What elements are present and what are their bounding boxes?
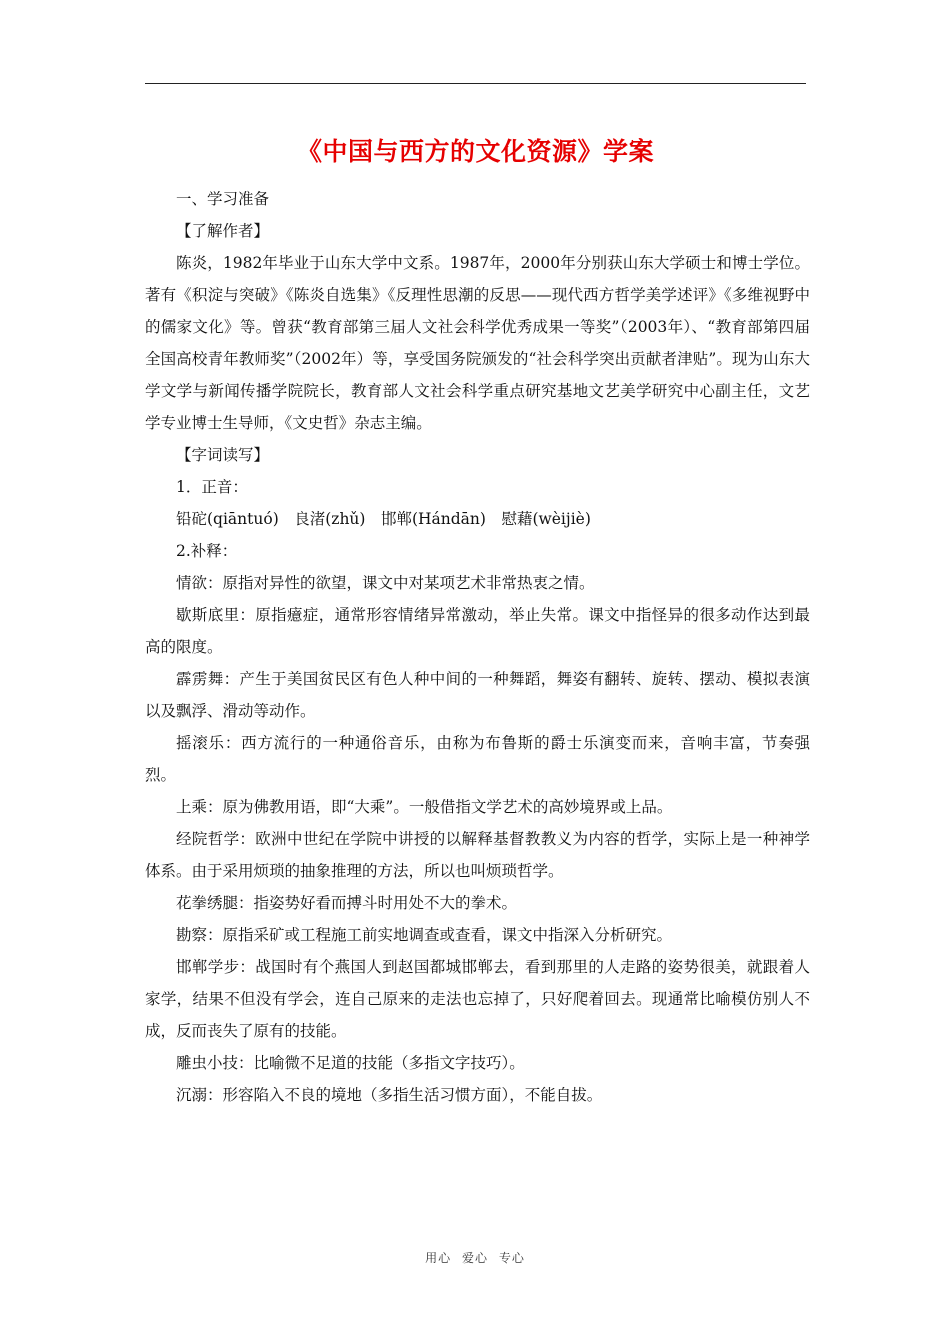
definition-item: 上乘：原为佛教用语，即“大乘”。一般借指文学艺术的高妙境界或上品。: [176, 798, 673, 816]
supplement-heading: 2.补释：: [176, 542, 238, 560]
document-body: [145, 183, 810, 1111]
section-heading-preparation: 一、学习准备: [176, 190, 270, 208]
definition-item: 情欲：原指对异性的欲望，课文中对某项艺术非常热衷之情。: [176, 574, 595, 592]
definition-item: 歇斯底里：原指癔症，通常形容情绪异常激动，举止失常。课文中指怪异的很多动作达到最高的限度。: [145, 606, 810, 656]
definition-item: 勘察：原指采矿或工程施工前实地调查或查看，课文中指深入分析研究。: [176, 926, 673, 944]
document-title: 《中国与西方的文化资源》学案: [296, 137, 654, 166]
footer-text-2: 爱心: [461, 1251, 488, 1265]
page-footer: [0, 1249, 950, 1266]
definition-item: 沉溺：形容陷入不良的境地（多指生活习惯方面），不能自拔。: [176, 1086, 603, 1104]
definition-item: 邯郸学步：战国时有个燕国人到赵国都城邯郸去，看到那里的人走路的姿势很美，就跟着人家学，结果不但没有学会，连自己原来的走法也忘掉了，只好爬着回去。现通常比喻模仿别人不成，反而丧失了原有的技能。: [145, 958, 810, 1040]
footer-text-3: 专心: [498, 1251, 525, 1265]
subheading-vocabulary: 【字词读写】: [176, 446, 270, 464]
author-bio-paragraph: 陈炎，1982年毕业于山东大学中文系。1987年，2000年分别获山东大学硕士和博士学位。著有《积淀与突破》《陈炎自选集》《反理性思潮的反思——现代西方哲学美学述评》《多维视野中的儒家文化》等。曾获“教育部第三届人文社会科学优秀成果一等奖”（2003年）、“教育部第四届全国高校青年教师奖”（2002年）等，享受国务院颁发的“社会科学突出贡献者津贴”。现为山东大学文学与新闻传播学院院长，教育部人文社会科学重点研究基地文艺美学研究中心副主任，文艺学专业博士生导师，《文史哲》杂志主编。: [145, 254, 810, 432]
subheading-about-author: 【了解作者】: [176, 222, 270, 240]
definition-item: 雕虫小技：比喻微不足道的技能（多指文字技巧）。: [176, 1054, 525, 1072]
definition-item: 经院哲学：欧洲中世纪在学院中讲授的以解释基督教教义为内容的哲学，实际上是一种神学体系。由于采用烦琐的抽象推理的方法，所以也叫烦琐哲学。: [145, 830, 810, 880]
header-rule: [145, 83, 806, 84]
footer-text-1: 用心: [425, 1251, 452, 1265]
definition-item: 霹雳舞：产生于美国贫民区有色人种中间的一种舞蹈，舞姿有翻转、旋转、摆动、模拟表演以及飘浮、滑动等动作。: [145, 670, 810, 720]
pronunciation-heading: 1．正音：: [176, 478, 248, 496]
pronunciation-list: 铅砣(qiāntuó) 良渚(zhǔ) 邯郸(Hándān) 慰藉(wèijiè): [176, 510, 591, 528]
definition-item: 花拳绣腿：指姿势好看而搏斗时用处不大的拳术。: [176, 894, 518, 912]
definition-item: 摇滚乐：西方流行的一种通俗音乐，由称为布鲁斯的爵士乐演变而来，音响丰富，节奏强烈。: [145, 734, 810, 784]
